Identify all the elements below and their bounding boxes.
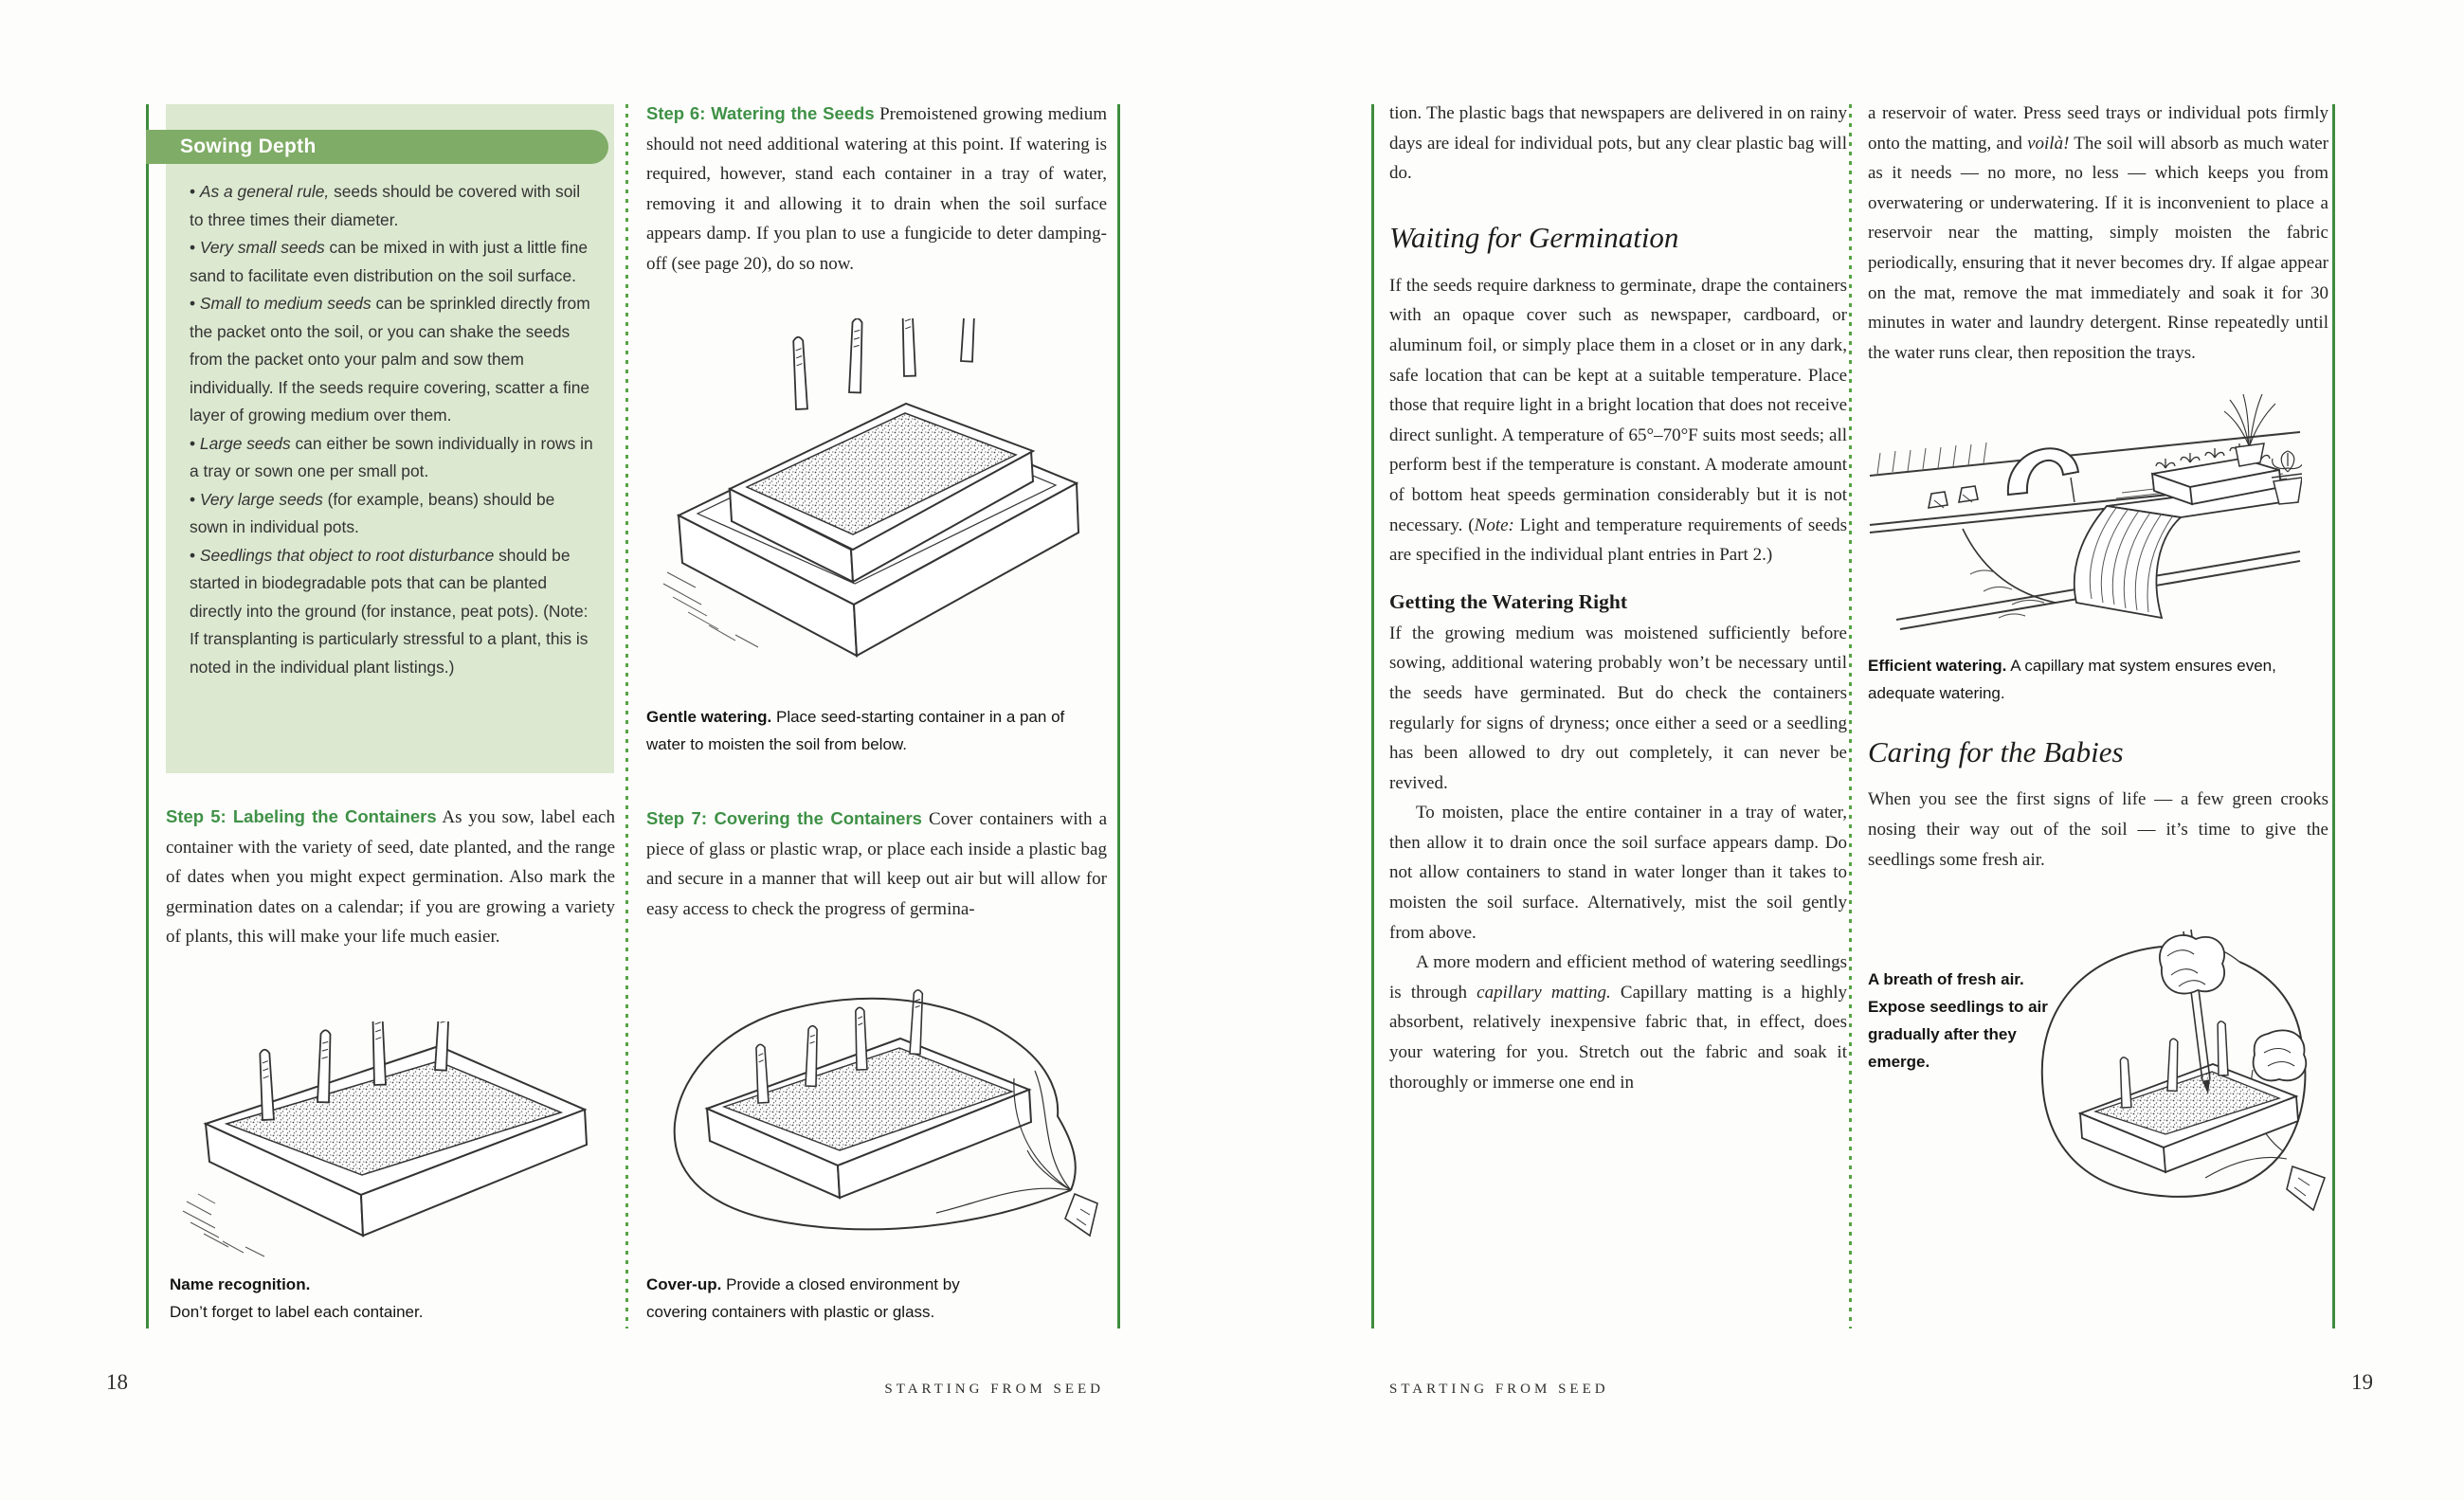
watering-paragraph-1: If the growing medium was moistened sufficiently before sowing, additional watering probably won’t be necessary until the seeds have germinated. But do check the containers regularly for signs of dryness; once either a seed or a seedling has been allowed to dry out completely, it can never be revived. xyxy=(1389,623,1847,793)
caring-paragraph: When you see the first signs of life — a few green crooks nosing their way out of the soil — it’s time to give the seedlings some fresh air. xyxy=(1868,789,2328,870)
step-6-section xyxy=(646,99,1107,280)
step-5-body: As you sow, label each container with the variety of seed, date planted, and the range of dates when you might expect germination. Also mark the germination dates on a calendar; if you are growing a variety of plants, this will make your life much easier. xyxy=(166,807,615,948)
waiting-for-germination-heading: Waiting for Germination xyxy=(1389,220,1679,254)
bag-tail xyxy=(2287,1166,2325,1210)
waiting-paragraph: If the seeds require darkness to germinate, drape the containers with an opaque cover such as newspaper, cardboard, or aluminum foil, or simply place them in a closet or in any dark, safe location that can be kept at a suitable temperature. Place those that require light in a bright location that does not receive direct sunlight. A temperature of 65°–70°F suits most seeds; all perform best if the temperature is constant. A moderate amount of bottom heat speeds germination considerably but it is not necessary. (Note: Light and temperature requirements of seeds are specified in the individual plant entries in Part 2.) xyxy=(1389,275,1847,566)
watering-paragraph-2: To moisten, place the entire container in a tray of water, then allow it to drain once the soil surface appears damp. Do not allow containers to stand in water longer than it takes to moisten the soil surface. Alternatively, mist the soil gently from above. xyxy=(1389,803,1847,943)
right-page-number: 19 xyxy=(2351,1370,2373,1394)
step-7-body: Cover containers with a piece of glass or plastic wrap, or place each inside a plastic bag and secure in a manner that will keep out air but will allow for easy access to check the progress of germina- xyxy=(646,809,1107,919)
sowing-depth-list xyxy=(190,178,595,681)
list-item: • Seedlings that object to root disturbance should be started in biodegradable pots that can be planted directly into the ground (for instance, peat pots). (Note: If transplanting is particularly stressful to a plant, this is noted in the individual plant listings.) xyxy=(190,542,595,682)
left-page-right-rule xyxy=(1117,104,1120,1328)
getting-watering-right-heading: Getting the Watering Right xyxy=(1389,589,1628,613)
right-page-column-2 xyxy=(1868,99,2328,1225)
left-running-footer: STARTING FROM SEED xyxy=(884,1382,1104,1397)
faucet-handles xyxy=(1929,486,1978,508)
list-item: • Large seeds can either be sown individually in rows in a tray or sown one per small pot. xyxy=(190,430,595,486)
step-6-body: Premoistened growing medium should not need additional watering at this point. If watering is required, however, stand each container in a tray of water, removing it and allowing it to drain when the soil surface appears damp. If you plan to use a fungicide to deter damping-off (see page 20), do so now. xyxy=(646,104,1108,274)
sowing-depth-box xyxy=(166,104,614,773)
sowing-depth-title: Sowing Depth xyxy=(180,136,317,157)
right-page-left-rule xyxy=(1371,104,1374,1328)
hand-lower xyxy=(2254,1031,2307,1081)
step-6-heading: Step 6: Watering the Seeds xyxy=(646,103,875,123)
step-5-heading: Step 5: Labeling the Containers xyxy=(166,806,437,826)
list-item: • Very small seeds can be mixed in with just a little fine sand to facilitate even distribution on the soil surface. xyxy=(190,234,595,290)
step-7-heading: Step 7: Covering the Containers xyxy=(646,808,922,828)
list-item: • Small to medium seeds can be sprinkled directly from the packet onto the soil, or you can shake the seeds from the packet onto your palm and sow them individually. If the seeds require covering, scatter a fine layer of growing medium over them. xyxy=(190,290,595,430)
fresh-air-block xyxy=(1868,875,2328,1225)
right-page-column-1 xyxy=(1389,99,1847,1097)
capillary-paragraph: a reservoir of water. Press seed trays or individual pots firmly onto the matting, and voilà! The soil will absorb as much water as it needs — no more, no less — which keeps you from overwatering or underwatering. If it is inconvenient to place a reservoir near the matting, simply moisten the fabric periodically, ensuring that it never becomes dry. If algae appear on the mat, remove the mat immediately and soak it for 30 minutes in water and laundry detergent. Rinse repeatedly until the water runs clear, then reposition the trays. xyxy=(1868,103,2328,363)
faucet xyxy=(2008,449,2078,496)
caring-for-babies-heading: Caring for the Babies xyxy=(1868,735,2124,769)
left-page-column-divider xyxy=(625,104,628,1328)
left-page-number: 18 xyxy=(106,1370,128,1394)
list-item: • As a general rule, seeds should be covered with soil to three times their diameter. xyxy=(190,178,595,234)
right-running-footer: STARTING FROM SEED xyxy=(1389,1382,1609,1397)
fresh-air-illustration xyxy=(2020,894,2332,1220)
tray-in-water-pan-illustration xyxy=(661,318,1096,690)
caption-name-recognition: Name recognition. Don’t forget to label each container. xyxy=(170,1275,424,1321)
labeled-seed-tray-illustration xyxy=(166,1021,604,1260)
right-page-right-rule xyxy=(2332,104,2335,1328)
right-page-column-divider xyxy=(1849,104,1852,1328)
hand-upper xyxy=(2160,935,2224,994)
caption-gentle-watering: Gentle watering. Place seed-starting container in a pan of water to moisten the soil from below. xyxy=(646,708,1065,753)
covered-tray-illustration xyxy=(652,965,1099,1260)
capillary-mat-sink-illustration xyxy=(1868,383,2302,633)
step-7-section xyxy=(646,804,1107,924)
step-5-section xyxy=(166,802,615,952)
list-item: • Very large seeds (for example, beans) should be sown in individual pots. xyxy=(190,486,595,542)
caption-fresh-air: A breath of fresh air. Expose seedlings to air gradually after they emerge. xyxy=(1868,970,2048,1072)
sowing-depth-title-bar xyxy=(146,130,608,164)
plant-labels xyxy=(792,318,976,409)
caption-efficient-watering: Efficient watering. A capillary mat system ensures even, adequate watering. xyxy=(1868,657,2276,703)
left-page-left-rule xyxy=(146,104,149,1328)
watering-paragraph-3: A more modern and efficient method of watering seedlings is through capillary matting. Capillary matting is a highly absorbent, relatively inexpensive fabric that, in effect, does your watering for you. Stretch out the fabric and soak it thoroughly or immerse one end in xyxy=(1389,952,1848,1093)
caption-cover-up: Cover-up. Provide a closed environment by covering containers with plastic or glass. xyxy=(646,1275,960,1321)
continuation-paragraph: tion. The plastic bags that newspapers are delivered in on rainy days are ideal for individual pots, but any clear plastic bag will do. xyxy=(1389,103,1847,184)
